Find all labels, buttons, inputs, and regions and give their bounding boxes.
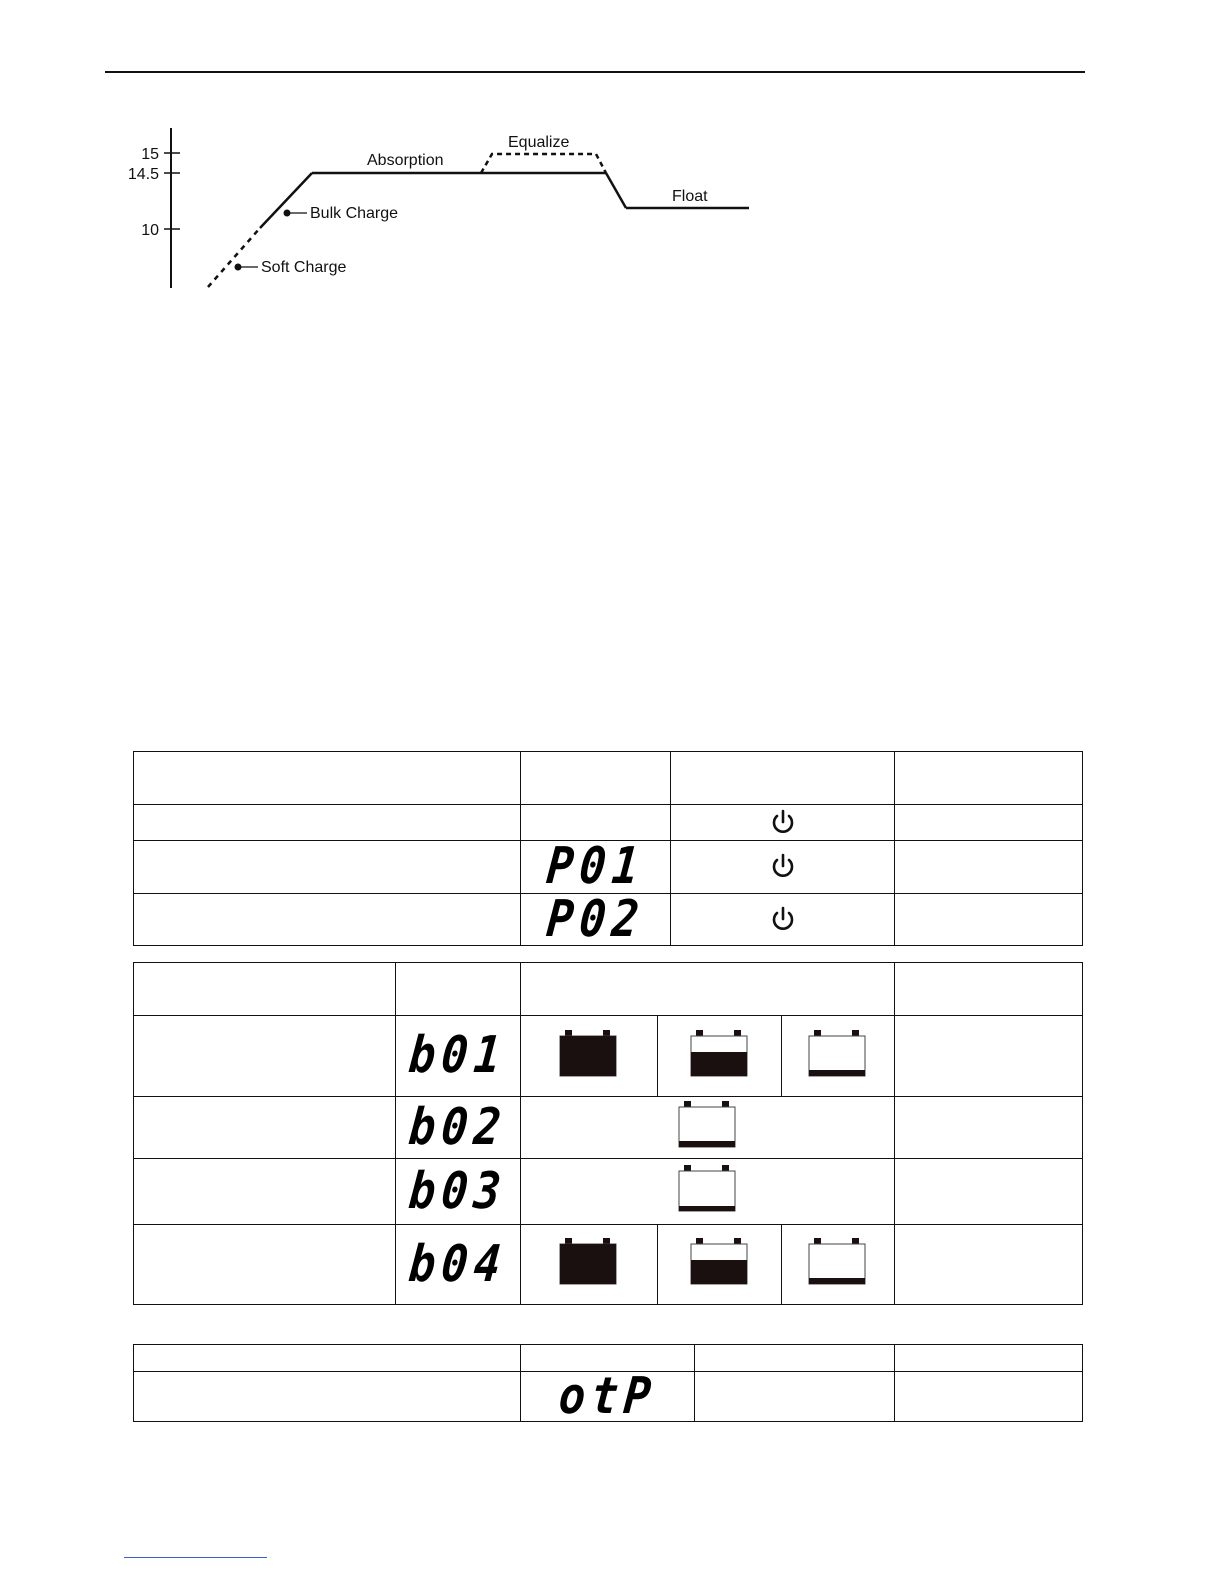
battery-fill xyxy=(809,1278,865,1284)
battery-terminal xyxy=(814,1238,821,1244)
table-cell xyxy=(396,1159,521,1225)
table-cell xyxy=(658,1225,782,1305)
table-cell xyxy=(521,963,895,1016)
table-cell xyxy=(895,1345,1083,1372)
table-cell xyxy=(134,1016,396,1097)
battery-terminal xyxy=(603,1030,610,1036)
battery-icon xyxy=(678,1165,738,1213)
table-cell xyxy=(671,841,895,894)
battery-terminal xyxy=(603,1238,610,1244)
table-row xyxy=(134,894,1083,946)
lcd-code-b01: b01 xyxy=(406,1026,510,1085)
table-cell xyxy=(895,1225,1083,1305)
battery-terminal xyxy=(722,1101,729,1107)
table-cell xyxy=(521,1016,658,1097)
table-row xyxy=(134,1016,1083,1097)
table-cell xyxy=(895,1372,1083,1422)
table-cell xyxy=(895,963,1083,1016)
power-icon xyxy=(769,906,797,934)
battery-fill xyxy=(691,1052,747,1076)
battery-fill xyxy=(560,1036,616,1076)
battery-terminal xyxy=(734,1238,741,1244)
battery-terminal xyxy=(696,1030,703,1036)
table-cell xyxy=(521,889,671,949)
table-cell xyxy=(895,841,1083,894)
power-icon xyxy=(769,809,797,837)
battery-icon xyxy=(559,1030,619,1078)
y-tick-label-14-5: 14.5 xyxy=(127,166,159,183)
equalize-label: Equalize xyxy=(508,134,570,151)
table-cell xyxy=(521,1159,895,1225)
fault-table-1 xyxy=(133,751,1083,949)
battery-terminal xyxy=(722,1165,729,1171)
battery-terminal xyxy=(852,1030,859,1036)
soft-charge-label: Soft Charge xyxy=(261,259,347,276)
table-cell xyxy=(134,805,521,841)
bulk-charge-segment xyxy=(260,173,312,228)
table-row xyxy=(134,1372,1083,1422)
header-rule xyxy=(105,71,1085,73)
table-cell xyxy=(134,1225,396,1305)
float-drop-segment xyxy=(606,173,626,208)
battery-fill xyxy=(691,1260,747,1284)
table-cell xyxy=(658,1016,782,1097)
soft-charge-marker xyxy=(235,264,242,271)
battery-fill xyxy=(679,1141,735,1147)
battery-body xyxy=(679,1171,735,1211)
table-cell xyxy=(895,894,1083,946)
table-cell xyxy=(396,1225,521,1305)
table-row xyxy=(134,1097,1083,1159)
absorption-label: Absorption xyxy=(367,152,444,169)
table-cell xyxy=(521,1097,895,1159)
table-cell xyxy=(895,805,1083,841)
overtemp-table xyxy=(133,1344,1083,1426)
table-cell xyxy=(782,1225,895,1305)
battery-terminal xyxy=(696,1238,703,1244)
table-cell xyxy=(695,1345,895,1372)
y-tick-label-10: 10 xyxy=(141,222,159,239)
lcd-code-b02: b02 xyxy=(406,1097,510,1157)
table-row xyxy=(134,1159,1083,1225)
battery-terminal xyxy=(852,1238,859,1244)
table-cell xyxy=(521,1366,695,1426)
battery-terminal xyxy=(565,1030,572,1036)
battery-terminal xyxy=(565,1238,572,1244)
lcd-code-p01: P01 xyxy=(544,837,647,896)
soft-charge-segment xyxy=(208,228,260,287)
table-row xyxy=(134,805,1083,841)
table-cell xyxy=(134,752,521,805)
table-cell xyxy=(671,805,895,841)
table-cell xyxy=(396,1097,521,1159)
table-cell xyxy=(671,894,895,946)
table-cell xyxy=(895,1159,1083,1225)
lcd-code-b03: b03 xyxy=(406,1161,510,1221)
table-cell xyxy=(396,963,521,1016)
footer-link-underline[interactable] xyxy=(124,1557,267,1558)
battery-icon xyxy=(690,1238,750,1286)
charge-curve-chart xyxy=(100,120,780,300)
table-cell xyxy=(521,752,671,805)
table-cell xyxy=(134,1159,396,1225)
table-cell xyxy=(521,837,671,896)
battery-icon xyxy=(690,1030,750,1078)
battery-terminal xyxy=(684,1165,691,1171)
lcd-code-otp: otP xyxy=(556,1366,659,1426)
y-tick-label-15: 15 xyxy=(141,146,159,163)
table-cell xyxy=(134,963,396,1016)
table-cell xyxy=(521,805,671,841)
battery-icon xyxy=(808,1030,868,1078)
lcd-code-b04: b04 xyxy=(406,1234,510,1294)
battery-fill xyxy=(560,1244,616,1284)
battery-terminal xyxy=(734,1030,741,1036)
bulk-charge-marker xyxy=(284,210,291,217)
table-cell xyxy=(521,1225,658,1305)
equalize-segment xyxy=(481,154,606,173)
battery-icon xyxy=(808,1238,868,1286)
table-cell xyxy=(134,894,521,946)
table-cell xyxy=(895,1016,1083,1097)
table-cell xyxy=(895,1097,1083,1159)
table-cell xyxy=(134,1345,521,1372)
battery-terminal xyxy=(684,1101,691,1107)
table-cell xyxy=(396,1016,521,1097)
battery-table xyxy=(133,962,1083,1305)
table-cell xyxy=(134,1097,396,1159)
table-cell xyxy=(695,1372,895,1422)
lcd-code-p02: P02 xyxy=(544,889,647,949)
battery-fill xyxy=(809,1070,865,1076)
table-row xyxy=(134,963,1083,1016)
table-cell xyxy=(782,1016,895,1097)
table-cell xyxy=(134,1372,521,1422)
power-icon xyxy=(769,853,797,881)
float-label: Float xyxy=(672,188,708,205)
table-cell xyxy=(671,752,895,805)
battery-icon xyxy=(559,1238,619,1286)
battery-fill xyxy=(679,1206,735,1211)
bulk-charge-label: Bulk Charge xyxy=(310,205,399,222)
battery-icon xyxy=(678,1101,738,1149)
table-row xyxy=(134,841,1083,894)
battery-terminal xyxy=(814,1030,821,1036)
table-cell xyxy=(134,841,521,894)
table-row xyxy=(134,752,1083,805)
table-row xyxy=(134,1225,1083,1305)
table-cell xyxy=(895,752,1083,805)
